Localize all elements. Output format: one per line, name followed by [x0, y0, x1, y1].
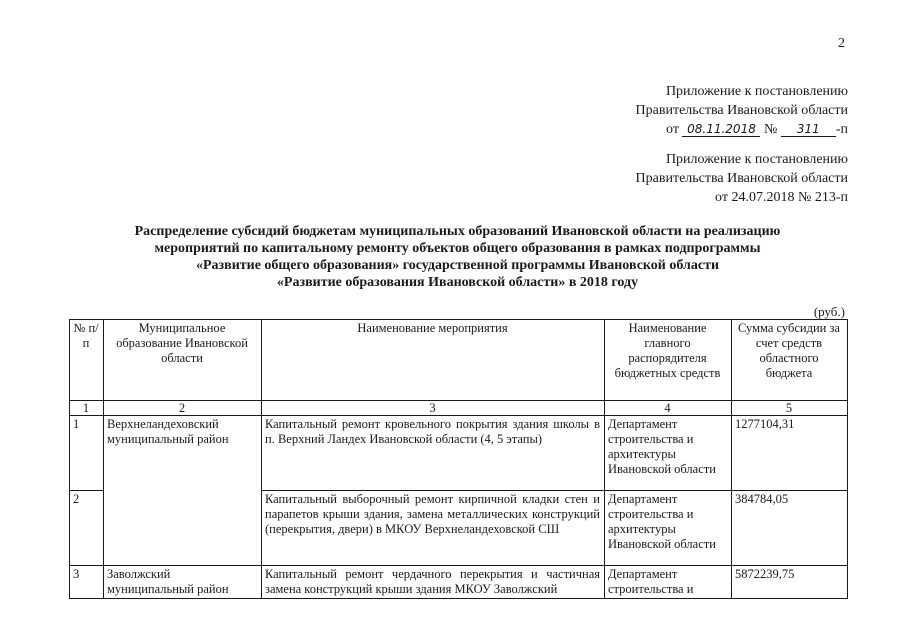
appendix-previous-line2: Правительства Ивановской области: [635, 171, 848, 186]
page-number: 2: [838, 36, 845, 51]
appendix-previous-line3: от 24.07.2018 № 213-п: [715, 190, 848, 205]
column-index: 1: [70, 401, 104, 416]
row-administrator: Департамент строительства и архитектуры Ивановской области: [605, 416, 732, 491]
header-num: № п/п: [70, 320, 104, 401]
title-line4: «Развитие образования Ивановской области» в 2018 году: [276, 275, 639, 290]
table-header-row: [70, 320, 848, 401]
currency-unit: (руб.): [813, 304, 845, 319]
column-index: 5: [732, 401, 848, 416]
number-suffix: -п: [835, 122, 848, 137]
header-administrator: Наименование главного распорядителя бюджетных средств: [605, 320, 732, 401]
row-num: 2: [70, 491, 104, 566]
row-municipality: Верхнеландеховский муниципальный район: [104, 416, 262, 566]
row-administrator: Департамент строительства и: [605, 566, 732, 599]
title-line2: мероприятий по капитальному ремонту объектов общего образования в рамках подпрограммы: [154, 241, 761, 256]
column-index: 3: [262, 401, 605, 416]
table-row: [70, 566, 848, 599]
row-activity: Капитальный выборочный ремонт кирпичной кладки стен и парапетов крыши здания, замена металлических конструкций (перекрытия, двери) в МКОУ Верхнеландеховской СШ: [262, 491, 605, 566]
row-activity: Капитальный ремонт кровельного покрытия здания школы в п. Верхний Ландех Ивановской области (4, 5 этапы): [262, 416, 605, 491]
row-amount: 384784,05: [732, 491, 848, 566]
appendix-current-line1: Приложение к постановлению: [665, 84, 848, 99]
number-prefix: №: [763, 122, 778, 137]
handwritten-number: 311: [781, 122, 836, 137]
from-prefix: от: [666, 122, 679, 137]
row-administrator: Департамент строительства и архитектуры Ивановской области: [605, 491, 732, 566]
row-municipality: Заволжский муниципальный район: [104, 566, 262, 599]
header-amount: Сумма субсидии за счет средств областного бюджета: [732, 320, 848, 401]
row-amount: 1277104,31: [732, 416, 848, 491]
row-amount: 5872239,75: [732, 566, 848, 599]
column-index: 4: [605, 401, 732, 416]
appendix-previous-line1: Приложение к постановлению: [665, 152, 848, 167]
appendix-current: [636, 82, 848, 139]
header-activity: Наименование мероприятия: [262, 320, 605, 401]
column-index-row: [70, 401, 848, 416]
header-municipality: Муниципальное образование Ивановской области: [104, 320, 262, 401]
appendix-current-line3: [636, 120, 848, 139]
handwritten-date: 08.11.2018: [682, 122, 760, 137]
table-row: [70, 416, 848, 491]
row-activity: Капитальный ремонт чердачного перекрытия и частичная замена конструкций крыши здания МКОУ Заволжский: [262, 566, 605, 599]
appendix-previous: [636, 150, 848, 207]
appendix-current-line2: Правительства Ивановской области: [635, 103, 848, 118]
subsidy-table: [69, 319, 848, 599]
title-line1: Распределение субсидий бюджетам муниципальных образований Ивановской области на реализацию: [134, 224, 781, 239]
row-num: 3: [70, 566, 104, 599]
title-line3: «Развитие общего образования» государственной программы Ивановской области: [195, 258, 720, 273]
row-num: 1: [70, 416, 104, 491]
column-index: 2: [104, 401, 262, 416]
document-title: [95, 223, 820, 291]
